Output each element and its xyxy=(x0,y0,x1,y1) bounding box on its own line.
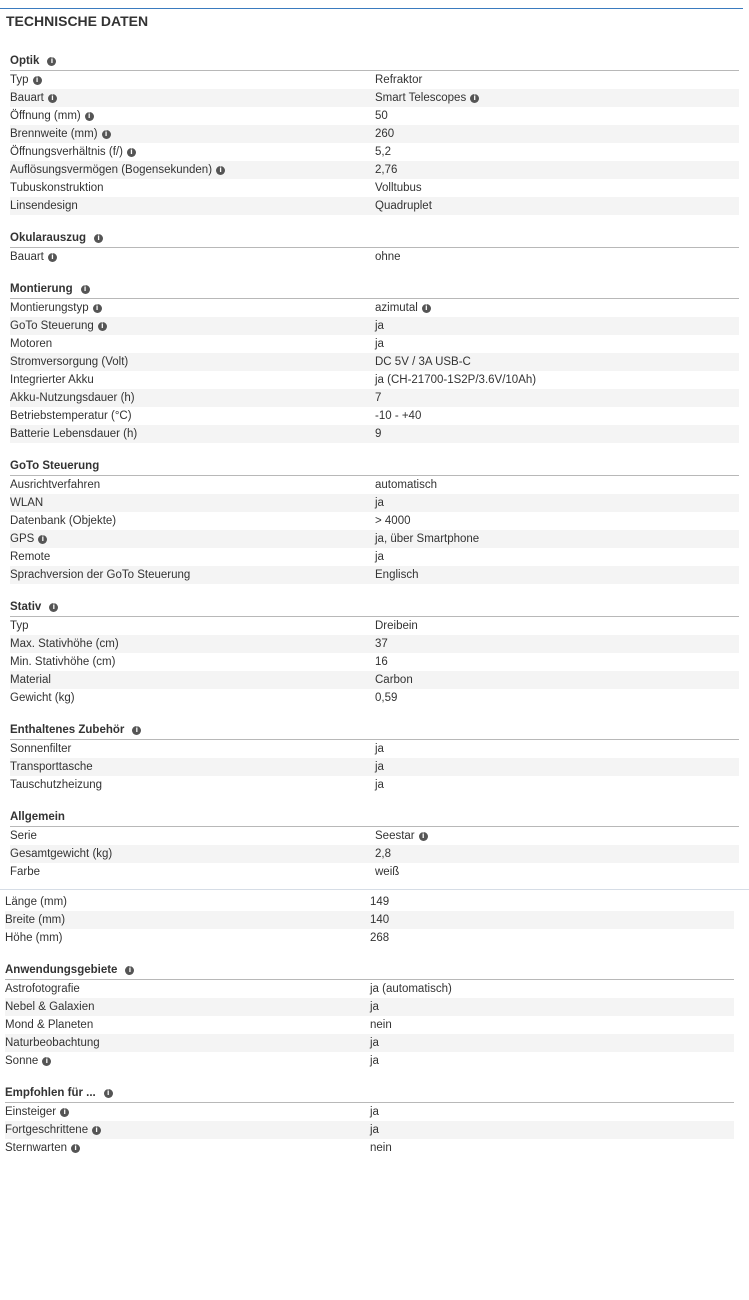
spec-value-text: 7 xyxy=(375,392,382,404)
spec-row xyxy=(10,179,739,197)
spec-label xyxy=(5,911,65,929)
spec-label xyxy=(10,407,132,425)
spec-value-text: ja xyxy=(370,1001,379,1013)
spec-label xyxy=(5,893,67,911)
spec-value xyxy=(375,566,418,584)
section-montierung xyxy=(10,278,739,443)
spec-row xyxy=(10,299,739,317)
info-icon[interactable]: i xyxy=(49,603,58,612)
section-heading xyxy=(5,959,734,980)
section-title xyxy=(10,460,99,472)
spec-label xyxy=(10,248,57,266)
spec-row xyxy=(5,980,734,998)
spec-value-text: 5,2 xyxy=(375,146,391,158)
spec-value-text: Carbon xyxy=(375,674,413,686)
spec-value xyxy=(375,353,471,371)
spec-value xyxy=(375,425,381,443)
spec-label-text: Serie xyxy=(10,830,37,842)
spec-label xyxy=(5,1139,80,1157)
section-title xyxy=(10,811,65,823)
section-title xyxy=(10,283,90,295)
spec-label xyxy=(10,827,37,845)
section-heading xyxy=(10,719,739,740)
spec-label-text: Sternwarten xyxy=(5,1142,68,1154)
spec-value-text: Volltubus xyxy=(375,182,422,194)
spec-label xyxy=(10,776,102,794)
section-heading xyxy=(10,50,739,71)
spec-value xyxy=(375,758,384,776)
info-icon[interactable]: i xyxy=(98,322,107,331)
spec-value-text: > 4000 xyxy=(375,515,411,527)
spec-label xyxy=(10,71,42,89)
spec-label-text: Remote xyxy=(10,551,51,563)
spec-label-text: Mond & Planeten xyxy=(5,1019,94,1031)
spec-row xyxy=(10,107,739,125)
spec-label xyxy=(10,617,29,635)
section-heading xyxy=(5,1082,734,1103)
spec-value-text: Smart Telescopes xyxy=(375,92,467,104)
spec-value-text: 16 xyxy=(375,656,388,668)
section-goto-steuerung xyxy=(10,455,739,584)
spec-row xyxy=(5,929,734,947)
spec-row xyxy=(5,1103,734,1121)
section-optik xyxy=(10,50,739,215)
spec-row xyxy=(10,740,739,758)
info-icon[interactable]: i xyxy=(85,112,94,121)
spec-value xyxy=(375,89,479,107)
spec-label xyxy=(10,425,137,443)
spec-value xyxy=(370,911,389,929)
spec-value xyxy=(375,125,394,143)
spec-value xyxy=(375,179,422,197)
spec-value xyxy=(375,530,479,548)
spec-label xyxy=(10,89,57,107)
spec-label-text: Öffnungsverhältnis (f/) xyxy=(10,146,123,158)
spec-row xyxy=(10,758,739,776)
spec-label xyxy=(10,335,52,353)
section-title-text: Allgemein xyxy=(10,811,65,823)
spec-label-text: Naturbeobachtung xyxy=(5,1037,100,1049)
spec-label-text: Astrofotografie xyxy=(5,983,80,995)
spec-value xyxy=(370,1103,379,1121)
spec-value xyxy=(375,371,536,389)
spec-label xyxy=(10,863,40,881)
spec-value xyxy=(375,248,401,266)
spec-label-text: GoTo Steuerung xyxy=(10,320,94,332)
spec-value-text: ja xyxy=(375,497,384,509)
spec-value xyxy=(375,740,384,758)
info-icon[interactable]: i xyxy=(48,253,57,262)
spec-value-text: nein xyxy=(370,1019,392,1031)
spec-label xyxy=(10,548,50,566)
spec-value-text: ja xyxy=(375,743,384,755)
spec-row xyxy=(10,776,739,794)
spec-value-text: 260 xyxy=(375,128,395,140)
spec-value xyxy=(375,335,384,353)
spec-value xyxy=(370,980,452,998)
section-enthaltenes-zubehör xyxy=(10,719,739,794)
spec-value-text: DC 5V / 3A USB-C xyxy=(375,356,471,368)
spec-value xyxy=(375,635,388,653)
section-title-text: Anwendungsgebiete xyxy=(5,964,118,976)
info-icon[interactable]: i xyxy=(419,832,428,841)
spec-value-text: Dreibein xyxy=(375,620,418,632)
section-allgemein xyxy=(10,806,739,881)
spec-value-text: ja xyxy=(370,1037,379,1049)
spec-label xyxy=(5,1103,69,1121)
spec-label-text: Betriebstemperatur (°C) xyxy=(10,410,132,422)
spec-row xyxy=(10,71,739,89)
section-title-text: Empfohlen für ... xyxy=(5,1087,96,1099)
spec-label-text: Fortgeschrittene xyxy=(5,1124,89,1136)
spec-value-text: 149 xyxy=(370,896,390,908)
section-title xyxy=(10,724,141,736)
spec-row xyxy=(10,161,739,179)
spec-label-text: Nebel & Galaxien xyxy=(5,1001,95,1013)
section-title-text: Okularauszug xyxy=(10,232,87,244)
spec-row xyxy=(10,845,739,863)
info-icon[interactable]: i xyxy=(104,1089,113,1098)
spec-label-text: Akku-Nutzungsdauer (h) xyxy=(10,392,135,404)
spec-value xyxy=(375,548,384,566)
spec-value-text: ja xyxy=(375,761,384,773)
spec-label xyxy=(10,353,128,371)
spec-label-text: Max. Stativhöhe (cm) xyxy=(10,638,119,650)
spec-value xyxy=(375,407,421,425)
info-icon[interactable]: i xyxy=(422,304,431,313)
spec-label xyxy=(5,1034,100,1052)
spec-label-text: Auflösungsvermögen (Bogensekunden) xyxy=(10,164,213,176)
spec-value-text: 9 xyxy=(375,428,382,440)
spec-label xyxy=(10,671,51,689)
spec-label-text: Datenbank (Objekte) xyxy=(10,515,117,527)
spec-label-text: Breite (mm) xyxy=(5,914,66,926)
spec-value-text: ja xyxy=(375,320,384,332)
spec-label-text: Tauschutzheizung xyxy=(10,779,103,791)
spec-row xyxy=(5,1139,734,1157)
spec-label xyxy=(10,107,94,125)
spec-label-text: Sonnenfilter xyxy=(10,743,72,755)
info-icon[interactable]: i xyxy=(132,726,141,735)
section-anwendungsgebiete xyxy=(5,959,734,1070)
spec-label-text: Bauart xyxy=(10,251,44,263)
spec-row xyxy=(10,197,739,215)
spec-label-text: Brennweite (mm) xyxy=(10,128,98,140)
spec-row xyxy=(10,689,739,707)
spec-value-text: Seestar xyxy=(375,830,415,842)
section-title-text: Stativ xyxy=(10,601,42,613)
spec-label xyxy=(10,653,115,671)
spec-row xyxy=(10,317,739,335)
spec-row xyxy=(10,635,739,653)
spec-row xyxy=(5,1052,734,1070)
spec-row xyxy=(10,353,739,371)
spec-value-text: Englisch xyxy=(375,569,419,581)
spec-value-text: azimutal xyxy=(375,302,418,314)
section-stativ xyxy=(10,596,739,707)
spec-label xyxy=(10,197,78,215)
spec-label-text: Motoren xyxy=(10,338,53,350)
spec-label-text: Gewicht (kg) xyxy=(10,692,75,704)
spec-value-text: Refraktor xyxy=(375,74,423,86)
spec-value-text: automatisch xyxy=(375,479,438,491)
spec-label-text: Integrierter Akku xyxy=(10,374,94,386)
spec-value-text: 140 xyxy=(370,914,390,926)
spec-value xyxy=(375,107,388,125)
spec-value xyxy=(375,512,411,530)
spec-value-text: 268 xyxy=(370,932,390,944)
section-heading xyxy=(10,227,739,248)
spec-label-text: Bauart xyxy=(10,92,44,104)
spec-label-text: Batterie Lebensdauer (h) xyxy=(10,428,138,440)
spec-row xyxy=(5,1121,734,1139)
spec-label xyxy=(10,689,75,707)
spec-value-text: nein xyxy=(370,1142,392,1154)
spec-label xyxy=(10,758,93,776)
spec-value xyxy=(375,827,428,845)
spec-value xyxy=(375,476,437,494)
spec-label xyxy=(10,530,47,548)
spec-row xyxy=(10,617,739,635)
section-heading xyxy=(10,455,739,476)
info-icon[interactable]: i xyxy=(42,1057,51,1066)
spec-label-text: Ausrichtverfahren xyxy=(10,479,101,491)
spec-value-text: ja xyxy=(370,1124,379,1136)
spec-label xyxy=(10,740,71,758)
page-title: TECHNISCHE DATEN xyxy=(6,13,149,29)
spec-label-text: Farbe xyxy=(10,866,41,878)
spec-label-text: Typ xyxy=(10,74,29,86)
spec-label xyxy=(10,125,111,143)
spec-label-text: Stromversorgung (Volt) xyxy=(10,356,129,368)
spec-value xyxy=(375,143,391,161)
spec-row xyxy=(10,476,739,494)
spec-label-text: Einsteiger xyxy=(5,1106,57,1118)
spec-value xyxy=(375,317,384,335)
spec-label-text: Öffnung (mm) xyxy=(10,110,81,122)
spec-row xyxy=(10,89,739,107)
section-title xyxy=(5,964,134,976)
spec-row xyxy=(5,893,734,911)
spec-value-text: ja, über Smartphone xyxy=(375,533,480,545)
spec-value-text: ja (CH-21700-1S2P/3.6V/10Ah) xyxy=(375,374,537,386)
spec-label xyxy=(10,635,119,653)
spec-label xyxy=(10,299,102,317)
section-title xyxy=(10,601,58,613)
info-icon[interactable]: i xyxy=(102,130,111,139)
section-title-text: Optik xyxy=(10,55,40,67)
spec-value xyxy=(375,671,413,689)
spec-value xyxy=(370,929,389,947)
info-icon[interactable]: i xyxy=(216,166,225,175)
spec-label-text: Linsendesign xyxy=(10,200,78,212)
section-heading xyxy=(10,278,739,299)
info-icon[interactable]: i xyxy=(470,94,479,103)
info-icon[interactable]: i xyxy=(127,148,136,157)
spec-value xyxy=(375,845,391,863)
spec-label xyxy=(10,179,104,197)
section-title xyxy=(10,232,103,244)
spec-label xyxy=(5,1052,51,1070)
info-icon[interactable]: i xyxy=(125,966,134,975)
section-heading xyxy=(10,806,739,827)
spec-row xyxy=(10,653,739,671)
section-empfohlen-für xyxy=(5,1082,734,1157)
spec-value xyxy=(375,689,397,707)
spec-label-text: Material xyxy=(10,674,51,686)
spec-label-text: Länge (mm) xyxy=(5,896,67,908)
spec-label xyxy=(10,494,43,512)
spec-row xyxy=(10,494,739,512)
spec-label xyxy=(5,980,80,998)
spec-label-text: Höhe (mm) xyxy=(5,932,63,944)
spec-value xyxy=(370,998,379,1016)
spec-value-text: ja xyxy=(375,551,384,563)
spec-value-text: weiß xyxy=(375,866,400,878)
section-title-text: Enthaltenes Zubehör xyxy=(10,724,125,736)
spec-row xyxy=(10,671,739,689)
spec-row xyxy=(5,911,734,929)
spec-value-text: ja xyxy=(370,1055,379,1067)
spec-value xyxy=(375,71,422,89)
spec-row xyxy=(10,548,739,566)
info-icon[interactable]: i xyxy=(71,1144,80,1153)
spec-row xyxy=(10,143,739,161)
info-icon[interactable]: i xyxy=(48,94,57,103)
spec-label-text: GPS xyxy=(10,533,35,545)
spec-value xyxy=(375,161,397,179)
spec-label-text: Tubuskonstruktion xyxy=(10,182,104,194)
section-title-text: GoTo Steuerung xyxy=(10,460,100,472)
spec-row xyxy=(10,371,739,389)
spec-label-text: Typ xyxy=(10,620,29,632)
spec-row xyxy=(10,248,739,266)
spec-label-text: Montierungstyp xyxy=(10,302,89,314)
spec-value xyxy=(370,1052,379,1070)
spec-row xyxy=(10,335,739,353)
spec-label xyxy=(5,1016,93,1034)
spec-value xyxy=(375,653,388,671)
spec-label-text: WLAN xyxy=(10,497,44,509)
section-divider xyxy=(0,889,749,890)
spec-value xyxy=(375,389,381,407)
spec-label xyxy=(10,143,136,161)
spec-value-text: 37 xyxy=(375,638,388,650)
spec-row xyxy=(10,863,739,881)
spec-row xyxy=(10,125,739,143)
info-icon[interactable]: i xyxy=(93,304,102,313)
section-title xyxy=(10,55,56,67)
spec-label xyxy=(5,929,63,947)
info-icon[interactable]: i xyxy=(33,76,42,85)
spec-row xyxy=(10,407,739,425)
spec-row xyxy=(10,512,739,530)
spec-value-text: 2,76 xyxy=(375,164,398,176)
info-icon[interactable]: i xyxy=(38,535,47,544)
spec-label xyxy=(10,476,100,494)
spec-value xyxy=(375,299,431,317)
spec-value-text: -10 - +40 xyxy=(375,410,422,422)
section-title xyxy=(5,1087,113,1099)
spec-label xyxy=(10,566,190,584)
spec-row xyxy=(10,530,739,548)
info-icon[interactable]: i xyxy=(92,1126,101,1135)
spec-value xyxy=(370,1121,379,1139)
spec-value-text: Quadruplet xyxy=(375,200,432,212)
spec-row xyxy=(5,1034,734,1052)
spec-value xyxy=(375,776,384,794)
spec-label-text: Min. Stativhöhe (cm) xyxy=(10,656,116,668)
spec-label xyxy=(10,161,225,179)
section-dimensions xyxy=(5,893,734,947)
spec-label-text: Transporttasche xyxy=(10,761,93,773)
spec-value-text: ja xyxy=(375,779,384,791)
spec-value xyxy=(370,893,389,911)
info-icon[interactable]: i xyxy=(81,285,90,294)
spec-label xyxy=(10,389,135,407)
spec-row xyxy=(10,425,739,443)
spec-value-text: 2,8 xyxy=(375,848,391,860)
spec-row xyxy=(10,389,739,407)
spec-value-text: 0,59 xyxy=(375,692,398,704)
spec-value-text: ja (automatisch) xyxy=(370,983,452,995)
spec-value xyxy=(370,1034,379,1052)
spec-value xyxy=(375,617,418,635)
spec-row xyxy=(5,998,734,1016)
spec-value xyxy=(375,863,399,881)
spec-label xyxy=(10,512,116,530)
info-icon[interactable]: i xyxy=(60,1108,69,1117)
spec-label xyxy=(10,371,94,389)
spec-value xyxy=(375,197,432,215)
spec-value xyxy=(370,1016,392,1034)
section-okularauszug xyxy=(10,227,739,266)
section-heading xyxy=(10,596,739,617)
section-title-text: Montierung xyxy=(10,283,73,295)
spec-row xyxy=(10,827,739,845)
spec-label xyxy=(5,998,95,1016)
spec-label xyxy=(5,1121,101,1139)
spec-label-text: Sprachversion der GoTo Steuerung xyxy=(10,569,191,581)
spec-value-text: ja xyxy=(375,338,384,350)
spec-label xyxy=(10,845,112,863)
spec-row xyxy=(10,566,739,584)
spec-value-text: 50 xyxy=(375,110,388,122)
top-rule xyxy=(0,8,743,9)
spec-label-text: Gesamtgewicht (kg) xyxy=(10,848,113,860)
spec-label xyxy=(10,317,107,335)
spec-label-text: Sonne xyxy=(5,1055,39,1067)
spec-value-text: ja xyxy=(370,1106,379,1118)
info-icon[interactable]: i xyxy=(94,234,103,243)
spec-row xyxy=(5,1016,734,1034)
spec-value-text: ohne xyxy=(375,251,401,263)
spec-value xyxy=(370,1139,392,1157)
spec-value xyxy=(375,494,384,512)
info-icon[interactable]: i xyxy=(47,57,56,66)
